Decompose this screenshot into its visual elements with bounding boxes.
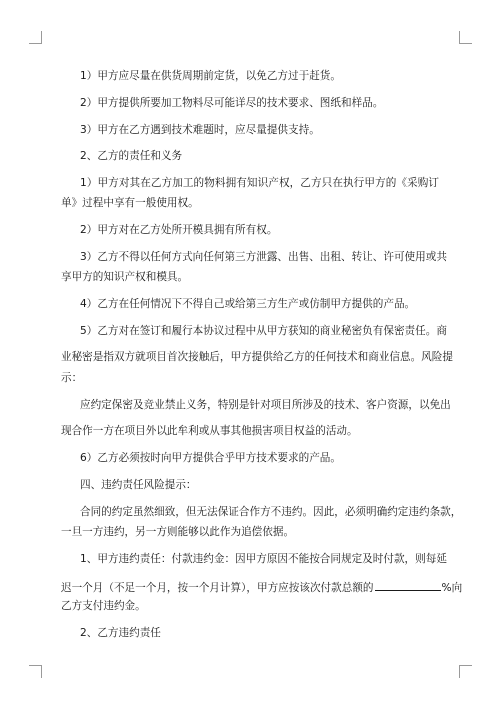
paragraph-line: 2）甲方提供所要加工物料尽可能详尽的技术要求、图纸和样品。 bbox=[80, 97, 384, 109]
paragraph-line: 3）甲方在乙方遇到技术难题时，应尽量提供支持。 bbox=[80, 124, 320, 136]
paragraph-line: 享甲方的知识产权和模具。 bbox=[61, 271, 189, 283]
paragraph-line: 合同的约定虽然细致，但无法保证合作方不违约。因此，必须明确约定违约条款， bbox=[80, 506, 462, 518]
paragraph-line: 6）乙方必须按时向甲方提供合乎甲方技术要求的产品。 bbox=[80, 452, 341, 464]
paragraph-line: 现合作一方在项目外以此牟利或从事其他损害项目权益的活动。 bbox=[61, 425, 358, 437]
paragraph-line: 1）甲方应尽量在供货周期前定货，以免乙方过于赶货。 bbox=[80, 70, 341, 82]
paragraph-line: 4）乙方在任何情况下不得自己或给第三方生产或仿制甲方提供的产品。 bbox=[80, 298, 416, 310]
paragraph-line: 业秘密是指双方就项目首次接触后，甲方提供给乙方的任何技术和商业信息。风险提 bbox=[61, 351, 453, 363]
paragraph-line: 示： bbox=[61, 372, 83, 384]
paragraph-line: 一旦一方违约，另一方则能够以此作为追偿依据。 bbox=[61, 526, 295, 538]
paragraph-line: 1）甲方对其在乙方加工的物料拥有知识产权，乙方只在执行甲方的《采购订 bbox=[80, 177, 439, 189]
paragraph-line: 乙方支付违约金。 bbox=[61, 600, 146, 612]
section-heading: 四、违约责任风险提示： bbox=[80, 479, 197, 491]
paragraph-line: 5）乙方对在签订和履行本协议过程中从甲方获知的商业秘密负有保密责任。商 bbox=[80, 325, 447, 337]
section-heading: 2、乙方违约责任 bbox=[80, 627, 161, 639]
paragraph-line: 应约定保密及竞业禁止义务，特别是针对项目所涉及的技术、客户资源，以免出 bbox=[80, 399, 451, 411]
paragraph-line: 单》过程中享有一般使用权。 bbox=[61, 197, 199, 209]
section-heading: 2、乙方的责任和义务 bbox=[80, 150, 183, 162]
fill-in-blank[interactable] bbox=[375, 578, 441, 591]
paragraph-line: 2）甲方对在乙方处所开模具拥有所有权。 bbox=[80, 224, 278, 236]
paragraph-line: 1、甲方违约责任：付款违约金：因甲方原因不能按合同规定及时付款，则每延 bbox=[80, 553, 447, 565]
paragraph-line: 迟一个月（不足一个月，按一个月计算），甲方应按该次付款总额的 %向 bbox=[61, 578, 462, 595]
paragraph-line: 3）乙方不得以任何方式向任何第三方泄露、出售、出租、转让、许可使用或共 bbox=[80, 251, 447, 263]
